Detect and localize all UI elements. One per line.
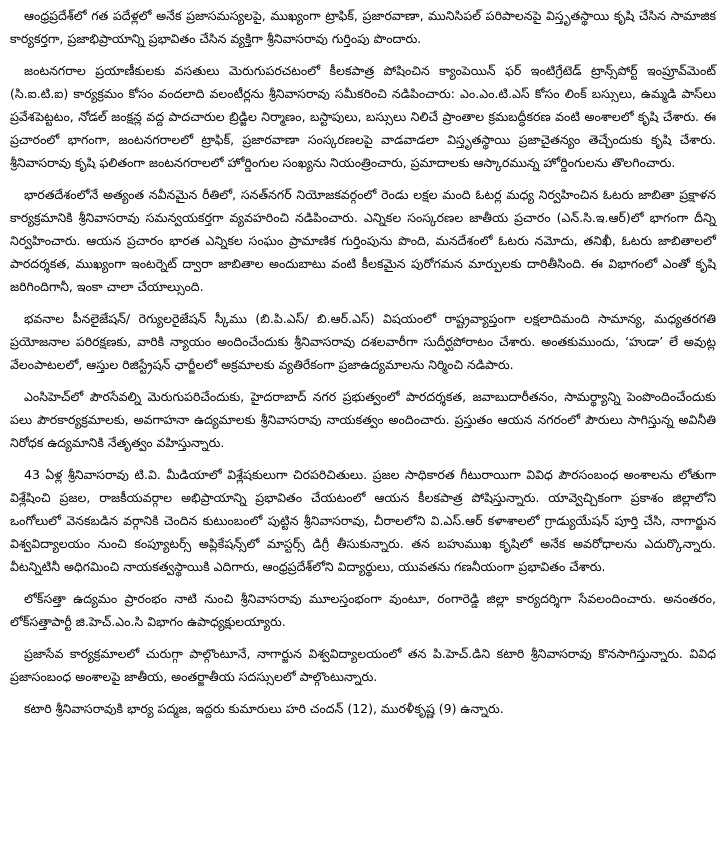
voter-list-paragraph: భారతదేశంలోనే అత్యంత నవీనమైన రీతిలో, సనత్‌నగర్ నియోజకవర్గంలో రెండు లక్షల మంది ఓటర్ల మధ్య నిర్వహించిన ఓటరు జాబితా ప్రక్షాళన కార్యక్రమానికి శ్రీనివాసరావు సమన్వయకర్తగా వ్యవహరించి నడిపించారు. ఎన్నికల సంస్కరణల జాతీయ ప్రచారం (ఎన్.సి.ఇ.ఆర్)లో భాగంగా దీన్ని నిర్వహించారు. ఆయన ప్రచారం భారత ఎన్నికల సంఘం ప్రామాణిక గుర్తింపును పొంది, మనదేశంలో ఓటరు నమోదు, తనిఖీ, ఓటరు జాబితాలలో పారదర్శకత, ముఖ్యంగా ఇంటర్నెట్ ద్వారా జాబితాల అందుబాటు వంటి కీలకమైన పురోగమన మార్పులకు దారితీసింది. ఈ విభాగంలో ఎంతో కృషి జరిగిందిగానీ, ఇంకా చాలా చేయాల్సుంది. bbox=[10, 187, 720, 294]
phd-paragraph: ప్రజాసేవ కార్యక్రమాలలో చురుగ్గా పాల్గొంటూనే, నాగార్జున విశ్వవిద్యాలయంలో తన పి.హెచ్.డిని కటారి శ్రీనివాసరావు కొనసాగిస్తున్నారు. వివిధ ప్రజాసంబంధ అంశాలపై జాతీయ, అంతర్జాతీయ సదస్సులలో పాల్గొంటున్నారు. bbox=[10, 646, 720, 684]
citi-campaign-paragraph: జంటనగరాల ప్రయాణీకులకు వసతులు మెరుగుపరచటంలో కీలకపాత్ర పోషించిన క్యాంపెయిన్ ఫర్ ఇంటిగ్రేటెడ్ ట్రాన్స్‌పోర్ట్ ఇంప్రూవ్‌మెంట్ (సి.ఐ.టి.ఐ) కార్యక్రమం కోసం వందలాది వలంటీర్లను శ్రీనివాసరావు సమీకరించి నడిపించారు: ఎం.ఎం.టి.ఎస్ కోసం లింక్ బస్సులు, ఉమ్మడి పాస్‌లు ప్రవేశపెట్టటం, నోడల్ జంక్షన్ల వద్ద పాదచారుల బ్రిడ్జిల నిర్మాణం, బస్టాపులు, బస్సులు నిలిచే ప్రాంతాల క్రమబద్ధీకరణ వంటి అంశాలలో కృషి చేశారు. ఈ ప్రచారంలో భాగంగా, జంటనగరాలలో ట్రాఫిక్, ప్రజారవాణా సంస్కరణలపై వాడవాడలా విస్తృతస్థాయి ప్రజాచైతన్యం తెచ్చేందుకు కృషి చేశారు. శ్రీనివాసరావు కృషి ఫలితంగా జంటనగరాలలో హోర్డింగుల సంఖ్యను నియంత్రించారు, ప్రమాదాలకు ఆస్కారమున్న హోర్డింగులను తొలగించారు. bbox=[10, 63, 720, 170]
loksatta-paragraph: లోక్‌సత్తా ఉద్యమం ప్రారంభం నాటి నుంచి శ్రీనివాసరావు మూలస్తంభంగా వుంటూ, రంగారెడ్డి జిల్లా కార్యదర్శిగా సేవలందించారు. అనంతరం, లోక్‌సత్తాపార్టీ జి.హెచ్.ఎం.సి విభాగం ఉపాధ్యక్షులయ్యారు. bbox=[10, 591, 720, 629]
mch-civic-paragraph: ఎంసిహెచ్‌లో పౌరసేవల్ని మెరుగుపరిచేందుకు, హైదరాబాద్ నగర ప్రభుత్వంలో పారదర్శకత, జవాబుదారీతనం, సామర్థ్యాన్ని పెంపొందించేందుకు పలు పౌరకార్యక్రమాలకు, అవగాహనా ఉద్యమాలకు శ్రీనివాసరావు నాయకత్వం అందించారు. ప్రస్తుతం ఆయన నగరంలో పౌరులు సాగిస్తున్న అవినీతి నిరోధక ఉద్యమానికి నేతృత్వం వహిస్తున్నారు. bbox=[10, 389, 720, 450]
family-paragraph: కటారి శ్రీనివాసరావుకి భార్య పద్మజ, ఇద్దరు కుమారులు హరి చందన్ (12), మురళీకృష్ణ (9) ఉన్నారు. bbox=[24, 701, 504, 716]
biography-document bbox=[10, 4, 720, 720]
bps-brs-paragraph: భవనాల పీనలైజేషన్/ రెగ్యులరైజేషన్ స్కీము (బి.పి.ఎస్/ బి.ఆర్.ఎస్) విషయంలో రాష్ట్రవ్యాప్తంగా లక్షలాదిమంది సామాన్య, మధ్యతరగతి ప్రయోజనాల పరిరక్షణకు, వారికి న్యాయం అందించేందుకు శ్రీనివాసరావు దశలవారీగా సుదీర్ఘపోరాటం చేశారు. అంతకుముందు, ‘హుడా’ లే అవుట్ల వేలంపాటలలో, ఆస్తుల రిజిస్ట్రేషన్ ఛార్జీలలో అక్రమాలకు వ్యతిరేకంగా ప్రజాఉద్యమాలను నిర్మించి నడిపారు. bbox=[10, 311, 720, 372]
intro-paragraph: ఆంధ్రప్రదేశ్‌లో గత పదేళ్లలో అనేక ప్రజాసమస్యలపై, ముఖ్యంగా ట్రాఫిక్, ప్రజారవాణా, మునిసిపల్ పరిపాలనపై విస్తృతస్థాయి కృషి చేసిన సామాజిక కార్యకర్తగా, ప్రజాభిప్రాయాన్ని ప్రభావితం చేసిన వ్యక్తిగా శ్రీనివాసరావు గుర్తింపు పొందారు. bbox=[10, 8, 720, 46]
media-education-paragraph: 43 ఏళ్ల శ్రీనివాసరావు టి.వి. మీడియాలో విశ్లేషకులుగా చిరపరిచితులు. ప్రజల సాధికారత గీటురాయిగా వివిధ పౌరసంబంధ అంశాలను లోతుగా విశ్లేషించి ప్రజల, రాజకీయవర్గాల అభిప్రాయాన్ని ప్రభావితం చేయటంలో ఆయన కీలకపాత్ర పోషిస్తున్నారు. యావ్వెచ్చికంగా ప్రకాశం జిల్లాలోని ఒంగోలులో వెనకబడిన వర్గానికి చెందిన కుటుంబంలో పుట్టిన శ్రీనివాసరావు, చీరాలలోని వి.ఎస్.ఆర్ కళాశాలలో గ్రాడ్యుయేషన్ పూర్తి చేసి, నాగార్జున విశ్వవిద్యాలయం నుంచి కంప్యూటర్స్ అప్లికేషన్స్‌లో మాస్టర్స్ డిగ్రీ తీసుకున్నారు. తన బహుముఖ కృషిలో అనేక అవరోధాలను ఎదుర్కొన్నారు. వీటన్నిటినీ అధిగమించి నాయకత్వస్థాయికి ఎదిగారు, ఆంధ్రప్రదేశ్‌లోని విద్యార్థులు, యువతను గణనీయంగా ప్రభావితం చేశారు. bbox=[10, 467, 720, 574]
